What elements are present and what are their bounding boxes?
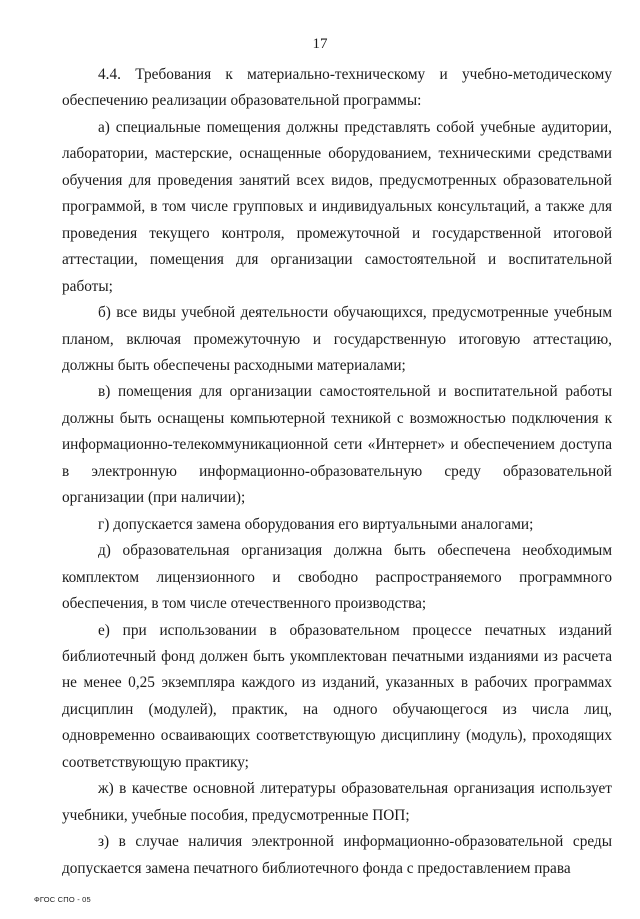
paragraph-e: е) при использовании в образовательном процессе печатных изданий библиотечный фонд должен быть укомплектован печатными изданиями из расчета не менее 0,25 экземпляра каждого из изданий, указанных в рабочих программах дисциплин (модулей), практик, на одного обучающегося из числа лиц, одновременно осваивающих соответствующую дисциплину (модуль), проходящих соответствующую практику; — [62, 621, 612, 771]
paragraph-z: з) в случае наличия электронной информационно-образовательной среды допускается замена печатного библиотечного фонда с предоставлением права — [62, 833, 612, 877]
document-body — [62, 62, 612, 882]
paragraph-g: г) допускается замена оборудования его виртуальными аналогами; — [98, 515, 534, 533]
paragraph-a: а) специальные помещения должны представлять собой учебные аудитории, лаборатории, мастерские, оснащенные оборудованием, техническими средствами обучения для проведения занятий всех видов, предусмотренных образовательной программой, в том числе групповых и индивидуальных консультаций, а также для проведения текущего контроля, промежуточной и государственной итоговой аттестации, помещения для организации самостоятельной и воспитательной работы; — [62, 118, 612, 295]
paragraph-d: д) образовательная организация должна быть обеспечена необходимым комплектом лицензионного и свободно распространяемого программного обеспечения, в том числе отечественного производства; — [62, 542, 612, 613]
paragraph-zh: ж) в качестве основной литературы образовательная организация использует учебники, учебные пособия, предусмотренные ПОП; — [62, 780, 612, 824]
paragraph-v: в) помещения для организации самостоятельной и воспитательной работы должны быть оснащены компьютерной техникой с возможностью подключения к информационно-телекоммуникационной сети «Интернет» и обеспечением доступа в электронную информационно-образовательную среду образовательной организации (при наличии); — [62, 383, 612, 507]
document-footer: ФГОС СПО - 05 — [34, 895, 91, 904]
paragraph-b: б) все виды учебной деятельности обучающихся, предусмотренные учебным планом, включая промежуточную и государственную итоговую аттестацию, должны быть обеспечены расходными материалами; — [62, 304, 612, 374]
page-number: 17 — [312, 36, 328, 52]
section-heading-4-4: 4.4. Требования к материально-техническому и учебно-методическому обеспечению реализации образовательной программы: — [62, 66, 612, 110]
